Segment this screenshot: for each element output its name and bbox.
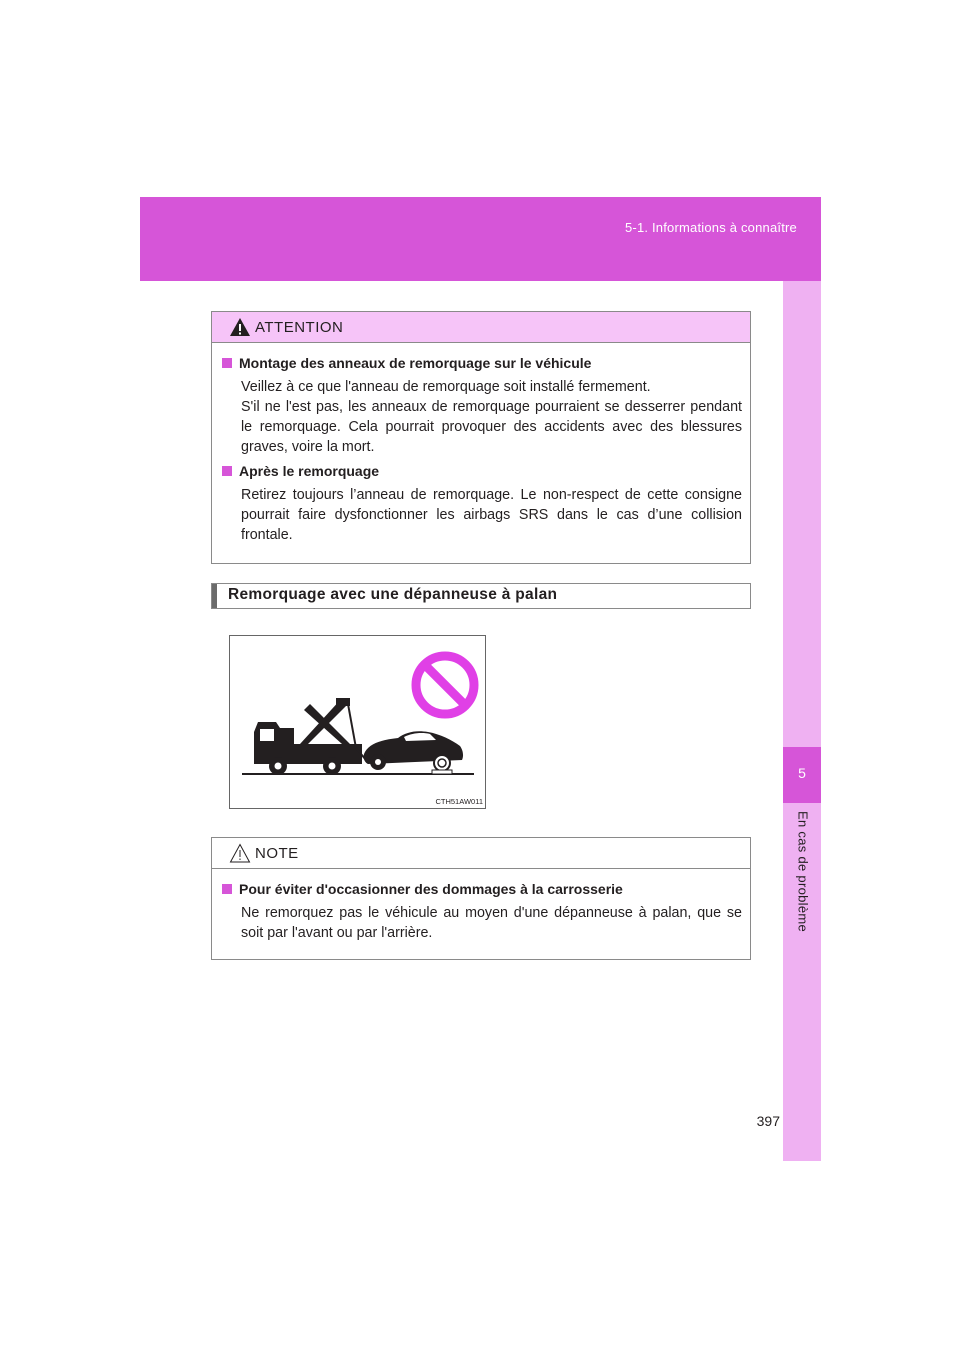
- attention-paragraph: Retirez toujours l’anneau de remorquage. Le non-respect de cette consigne pourrait faire dysfonctionner les airbags SRS dans le cas d’une collision frontale.: [241, 487, 742, 543]
- hoist-tow-prohibited-icon: [230, 636, 485, 808]
- bullet-square-icon: [222, 466, 232, 476]
- attention-paragraph: Veillez à ce que l'anneau de remorquage soit installé fermement.: [241, 379, 651, 395]
- attention-body: [212, 343, 750, 565]
- chapter-side-tab[interactable]: [783, 281, 821, 1161]
- attention-item-heading: Montage des anneaux de remorquage sur le véhicule: [222, 355, 742, 371]
- chapter-title: En cas de problème: [795, 811, 811, 933]
- header-band: [140, 197, 821, 281]
- bullet-square-icon: [222, 358, 232, 368]
- section-title: 5-1. Informations à connaître: [624, 220, 797, 235]
- heading-bar: [212, 584, 217, 608]
- note-item-heading: Pour éviter d'occasionner des dommages à la carrosserie: [222, 881, 742, 897]
- attention-item-heading: Après le remorquage: [222, 463, 742, 479]
- section-heading: [211, 583, 751, 609]
- note-label: NOTE: [255, 845, 299, 862]
- note-box: [211, 837, 751, 960]
- note-header: [212, 838, 750, 869]
- caution-outline-icon: [229, 843, 251, 863]
- note-paragraph: Ne remorquez pas le véhicule au moyen d'une dépanneuse à palan, que se soit par l'avant ou par l'arrière.: [241, 905, 742, 941]
- warning-icon: [229, 317, 251, 337]
- attention-label: ATTENTION: [255, 319, 344, 336]
- bullet-square-icon: [222, 884, 232, 894]
- section-heading-text: Remorquage avec une dépanneuse à palan: [228, 586, 558, 603]
- page-number: 397: [756, 1113, 780, 1129]
- tow-truck-illustration: [229, 635, 486, 809]
- note-body: [212, 869, 750, 963]
- attention-box: [211, 311, 751, 564]
- figure-code: CTH51AW011: [435, 797, 483, 806]
- attention-header: [212, 312, 750, 343]
- attention-paragraph: S'il ne l'est pas, les anneaux de remorquage pourraient se desserrer pendant le remorquage. Cela pourrait provoquer des accidents avec des blessures graves, voire la mort.: [241, 399, 742, 455]
- chapter-number: 5: [798, 765, 806, 781]
